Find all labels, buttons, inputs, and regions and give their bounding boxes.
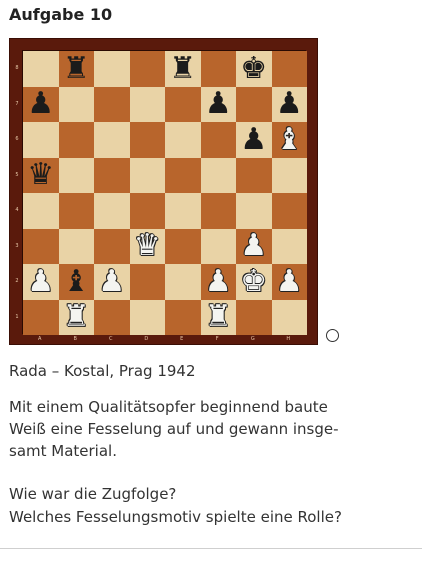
square-d1: [130, 300, 166, 336]
square-f4: [201, 193, 237, 229]
task-title: Aufgabe 10: [9, 5, 113, 24]
file-label: G: [250, 336, 255, 342]
rank-label: 4: [15, 207, 19, 213]
square-g1: [236, 300, 272, 336]
black-queen-icon: ♛: [27, 157, 55, 193]
square-a4: [23, 193, 59, 229]
white-rook-icon: ♜: [62, 299, 90, 335]
file-label: A: [38, 336, 42, 342]
square-d5: [130, 158, 166, 194]
white-queen-icon: ♛: [133, 228, 161, 264]
white-pawn-icon: ♟: [275, 263, 303, 299]
square-c1: [94, 300, 130, 336]
square-b3: [59, 229, 95, 265]
square-g6: [236, 122, 272, 158]
square-h4: [272, 193, 308, 229]
square-b7: [59, 87, 95, 123]
game-caption: Rada – Kostal, Prag 1942: [9, 362, 196, 380]
square-c4: [94, 193, 130, 229]
square-b4: [59, 193, 95, 229]
square-g8: [236, 51, 272, 87]
square-a6: [23, 122, 59, 158]
white-king-icon: ♚: [240, 263, 268, 299]
square-b8: [59, 51, 95, 87]
black-pawn-icon: ♟: [275, 86, 303, 122]
rank-label: 1: [15, 313, 19, 320]
square-f3: [201, 229, 237, 265]
rank-label: 3: [15, 242, 19, 249]
question-pin-motif: Welches Fesselungsmotiv spielte eine Rolle?: [9, 508, 342, 526]
square-b6: [59, 122, 95, 158]
chess-board: [22, 50, 306, 334]
square-h6: [272, 122, 308, 158]
question-move-sequence: Wie war die Zugfolge?: [9, 485, 177, 503]
square-f7: [201, 87, 237, 123]
black-pawn-icon: ♟: [27, 86, 55, 122]
file-label: E: [180, 336, 184, 342]
square-g7: [236, 87, 272, 123]
square-c8: [94, 51, 130, 87]
square-f2: [201, 264, 237, 300]
square-d8: [130, 51, 166, 87]
square-g5: [236, 158, 272, 194]
square-d2: [130, 264, 166, 300]
description-line: Weiß eine Fesselung auf und gewann insge-: [9, 420, 339, 438]
answer-circle: [326, 329, 339, 342]
chess-diagram: [9, 38, 318, 345]
file-label: F: [215, 336, 219, 342]
square-a8: [23, 51, 59, 87]
square-a7: [23, 87, 59, 123]
square-h7: [272, 87, 308, 123]
white-rook-icon: ♜: [204, 299, 232, 335]
square-h5: [272, 158, 308, 194]
square-c5: [94, 158, 130, 194]
square-b1: [59, 300, 95, 336]
square-b5: [59, 158, 95, 194]
square-h3: [272, 229, 308, 265]
square-f8: [201, 51, 237, 87]
square-b2: [59, 264, 95, 300]
square-e3: [165, 229, 201, 265]
black-rook-icon: ♜: [169, 50, 197, 86]
square-h8: [272, 51, 308, 87]
black-bishop-icon: ♝: [62, 263, 90, 299]
square-f6: [201, 122, 237, 158]
square-e2: [165, 264, 201, 300]
square-a5: [23, 158, 59, 194]
black-pawn-icon: ♟: [240, 121, 268, 157]
square-e1: [165, 300, 201, 336]
square-e7: [165, 87, 201, 123]
white-pawn-icon: ♟: [27, 263, 55, 299]
square-c3: [94, 229, 130, 265]
square-e5: [165, 158, 201, 194]
file-label: H: [286, 336, 291, 342]
square-f5: [201, 158, 237, 194]
square-g4: [236, 193, 272, 229]
black-king-icon: ♚: [240, 50, 268, 86]
rank-label: 5: [15, 171, 19, 178]
square-d4: [130, 193, 166, 229]
square-d7: [130, 87, 166, 123]
description-line: samt Material.: [9, 442, 117, 460]
rank-label: 2: [15, 278, 19, 284]
square-c6: [94, 122, 130, 158]
task-description: [9, 396, 419, 462]
square-c2: [94, 264, 130, 300]
white-pawn-icon: ♟: [240, 228, 268, 264]
square-d3: [130, 229, 166, 265]
square-e4: [165, 193, 201, 229]
file-label: B: [73, 336, 77, 342]
file-label: C: [109, 336, 113, 342]
square-a1: [23, 300, 59, 336]
square-d6: [130, 122, 166, 158]
divider: [0, 548, 422, 549]
square-h2: [272, 264, 308, 300]
square-h1: [272, 300, 308, 336]
rank-label: 7: [15, 100, 19, 107]
description-line: Mit einem Qualitätsopfer beginnend baute: [9, 398, 328, 416]
white-pawn-icon: ♟: [204, 263, 232, 299]
black-pawn-icon: ♟: [204, 86, 232, 122]
square-e6: [165, 122, 201, 158]
rank-label: 6: [15, 136, 19, 142]
square-a2: [23, 264, 59, 300]
square-f1: [201, 300, 237, 336]
file-label: D: [144, 336, 149, 342]
black-rook-icon: ♜: [62, 50, 90, 86]
square-g3: [236, 229, 272, 265]
square-a3: [23, 229, 59, 265]
white-pawn-icon: ♟: [98, 263, 126, 299]
white-bishop-icon: ♝: [275, 121, 303, 157]
square-e8: [165, 51, 201, 87]
square-g2: [236, 264, 272, 300]
rank-label: 8: [15, 65, 19, 71]
square-c7: [94, 87, 130, 123]
